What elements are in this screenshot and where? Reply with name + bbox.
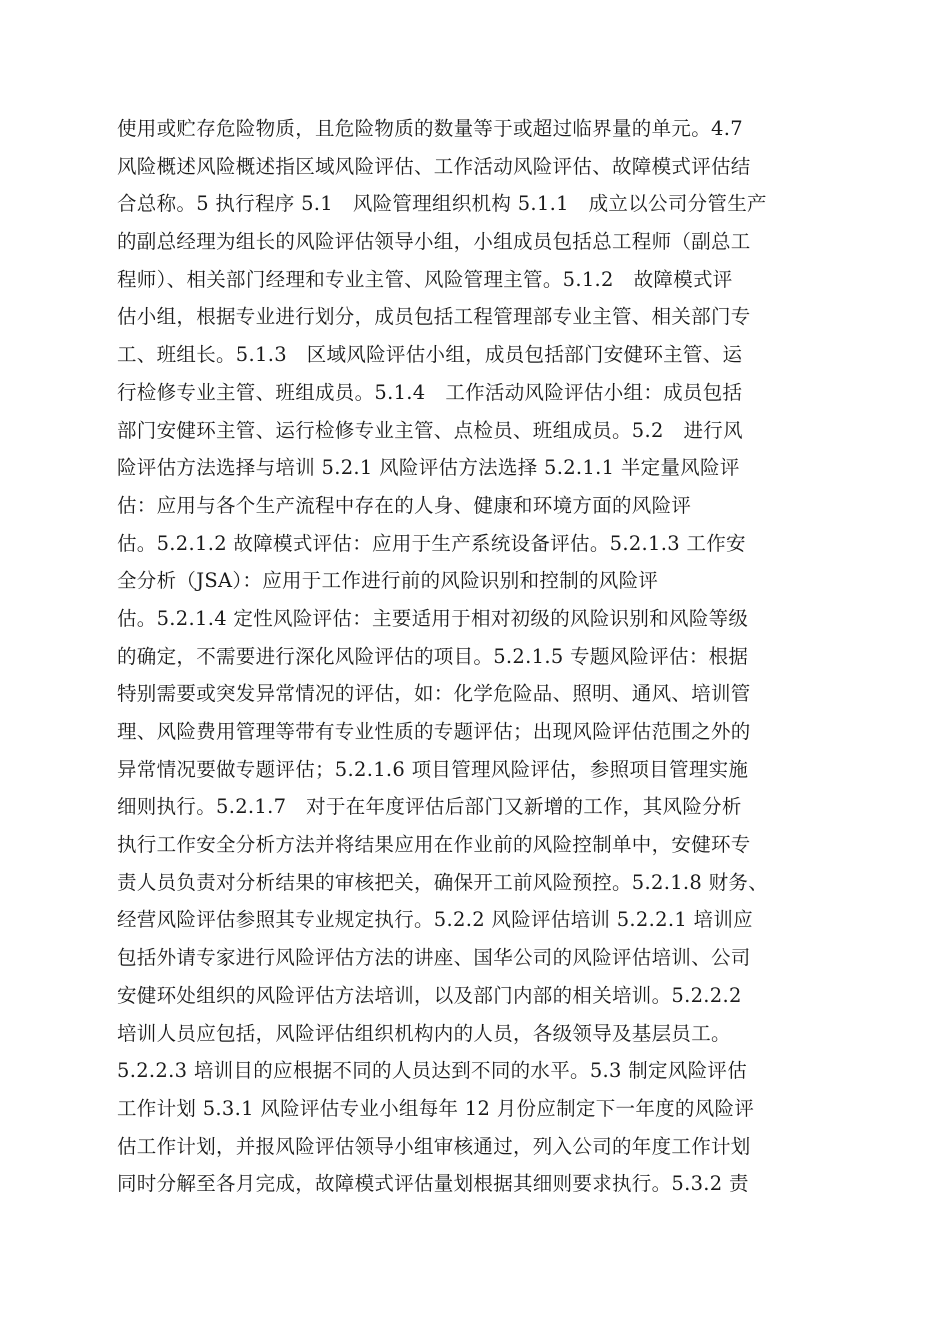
- text-line: 工、班组长。5.1.3 区域风险评估小组，成员包括部门安健环主管、运: [117, 343, 743, 367]
- text-line: 特别需要或突发异常情况的评估，如：化学危险品、照明、通风、培训管: [117, 682, 751, 706]
- text-line: 安健环处组织的风险评估方法培训，以及部门内部的相关培训。5.2.2.2: [117, 983, 742, 1007]
- text-line: 的副总经理为组长的风险评估领导小组，小组成员包括总工程师（副总工: [117, 230, 751, 254]
- text-line: 合总称。5 执行程序 5.1 风险管理组织机构 5.1.1 成立以公司分管生产: [117, 192, 767, 216]
- text-line: 经营风险评估参照其专业规定执行。5.2.2 风险评估培训 5.2.2.1 培训应: [117, 908, 753, 932]
- text-line: 工作计划 5.3.1 风险评估专业小组每年 12 月份应制定下一年度的风险评: [117, 1096, 755, 1120]
- text-line: 估小组，根据专业进行划分，成员包括工程管理部专业主管、相关部门专: [117, 305, 751, 329]
- body-text: [117, 110, 837, 1203]
- text-line: 培训人员应包括，风险评估组织机构内的人员，各级领导及基层员工。: [117, 1021, 731, 1045]
- text-line: 执行工作安全分析方法并将结果应用在作业前的风险控制单中，安健环专: [117, 833, 751, 857]
- text-line: 部门安健环主管、运行检修专业主管、点检员、班组成员。5.2 进行风: [117, 418, 743, 442]
- text-line: 全分析（JSA）：应用于工作进行前的风险识别和控制的风险评: [117, 569, 659, 593]
- text-line: 险评估方法选择与培训 5.2.1 风险评估方法选择 5.2.1.1 半定量风险评: [117, 456, 740, 480]
- text-line: 估。5.2.1.2 故障模式评估：应用于生产系统设备评估。5.2.1.3 工作安: [117, 531, 746, 555]
- text-line: 程师）、相关部门经理和专业主管、风险管理主管。5.1.2 故障模式评: [117, 267, 733, 291]
- text-line: 风险概述风险概述指区域风险评估、工作活动风险评估、故障模式评估结: [117, 154, 751, 178]
- text-line: 行检修专业主管、班组成员。5.1.4 工作活动风险评估小组：成员包括: [117, 380, 743, 404]
- text-line: 估：应用与各个生产流程中存在的人身、健康和环境方面的风险评: [117, 493, 692, 517]
- text-line: 包括外请专家进行风险评估方法的讲座、国华公司的风险评估培训、公司: [117, 946, 751, 970]
- text-line: 使用或贮存危险物质，且危险物质的数量等于或超过临界量的单元。4.7: [117, 117, 743, 140]
- text-line: 理、风险费用管理等带有专业性质的专题评估；出现风险评估范围之外的: [117, 720, 751, 743]
- text-line: 异常情况要做专题评估；5.2.1.6 项目管理风险评估，参照项目管理实施: [117, 757, 749, 781]
- text-line: 同时分解至各月完成，故障模式评估量划根据其细则要求执行。5.3.2 责: [117, 1172, 749, 1196]
- text-line: 责人员负责对分析结果的审核把关，确保开工前风险预控。5.2.1.8 财务、: [117, 870, 769, 894]
- text-line: 估工作计划，并报风险评估领导小组审核通过，列入公司的年度工作计划: [117, 1134, 751, 1158]
- text-line: 的确定，不需要进行深化风险评估的项目。5.2.1.5 专题风险评估：根据: [117, 644, 749, 668]
- text-line: 估。5.2.1.4 定性风险评估：主要适用于相对初级的风险识别和风险等级: [117, 606, 749, 630]
- text-line: 细则执行。5.2.1.7 对于在年度评估后部门又新增的工作，其风险分析: [117, 795, 742, 819]
- text-line: 5.2.2.3 培训目的应根据不同的人员达到不同的水平。5.3 制定风险评估: [117, 1059, 748, 1083]
